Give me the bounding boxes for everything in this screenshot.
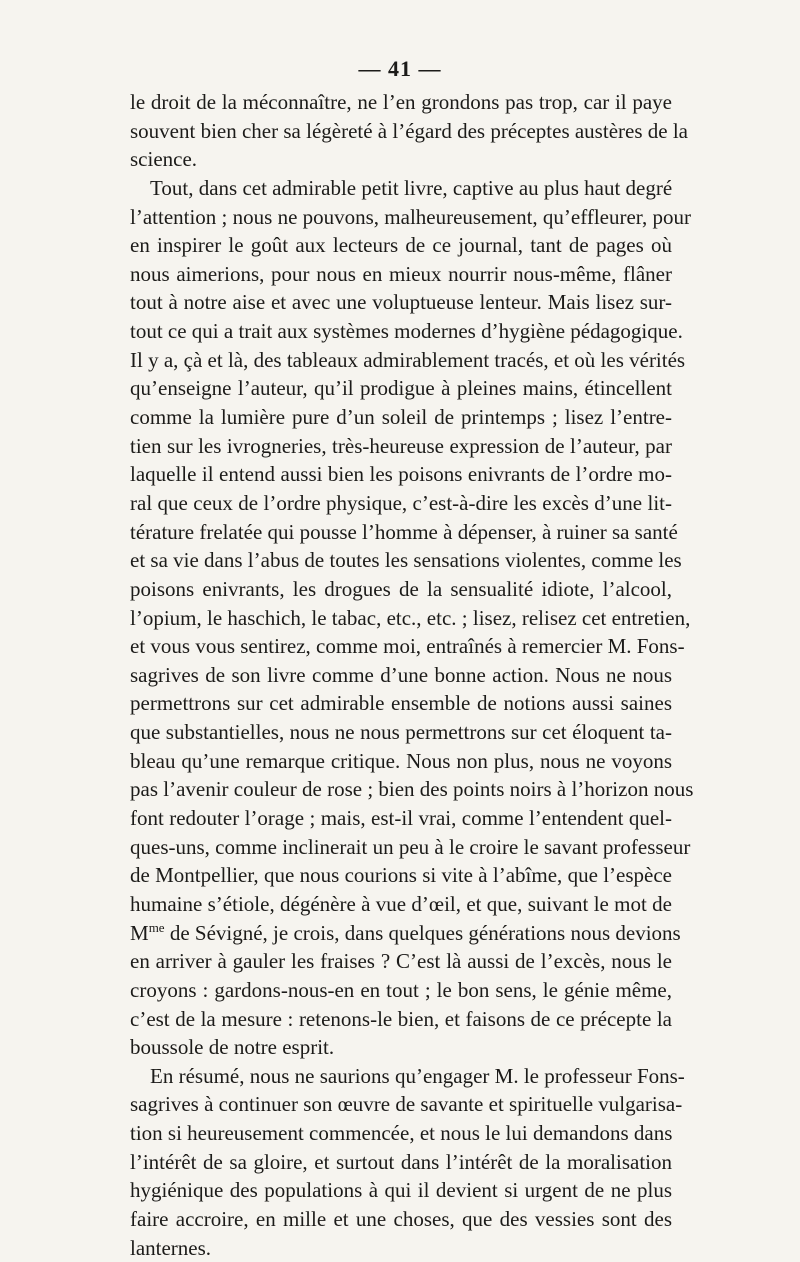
text-line: permettrons sur cet admirable ensemble de notions aussi saines xyxy=(130,691,672,716)
text-line: bleau qu’une remarque critique. Nous non plus, nous ne voyons xyxy=(130,748,672,773)
paragraph xyxy=(130,174,694,1062)
text-line: que substantielles, nous ne nous permettrons sur cet éloquent ta- xyxy=(130,720,672,745)
text-line: sagrives à continuer son œuvre de savante et spirituelle vulgarisa- xyxy=(130,1092,683,1117)
text-line: qu’enseigne l’auteur, qu’il prodigue à pleines mains, étincellent xyxy=(130,376,672,401)
text-line: En résumé, nous ne saurions qu’engager M. le professeur Fons- xyxy=(150,1063,685,1088)
text-line: laquelle il entend aussi bien les poisons enivrants de l’ordre mo- xyxy=(130,462,672,487)
text-line: $M^{me}$ de Sévigné, je crois, dans quelques générations nous devions xyxy=(130,919,681,945)
text-line: nous aimerions, pour nous en mieux nourrir nous-même, flâner xyxy=(130,261,672,286)
text-line: souvent bien cher sa légèreté à l’égard des préceptes austères de la xyxy=(130,118,688,143)
text-line: lanternes. xyxy=(130,1235,212,1260)
text-line: tien sur les ivrogneries, très-heureuse expression de l’auteur, par xyxy=(130,433,672,458)
paragraph xyxy=(130,88,688,174)
text-line: l’opium, le haschich, le tabac, etc., etc. ; lisez, relisez cet entretien, xyxy=(130,605,691,630)
text-line: science. xyxy=(130,147,198,172)
text-line: humaine s’étiole, dégénère à vue d’œil, et que, suivant le mot de xyxy=(130,891,672,916)
text-line: en arriver à gauler les fraises ? C’est là aussi de l’excès, nous le xyxy=(130,949,672,974)
page-number: — 41 — xyxy=(358,56,442,81)
text-line: tion si heureusement commencée, et nous le lui demandons dans xyxy=(130,1121,673,1146)
text-line: boussole de notre esprit. xyxy=(130,1035,335,1060)
text-line: tout à notre aise et avec une voluptueuse lenteur. Mais lisez sur- xyxy=(130,290,672,315)
text-line: pas l’avenir couleur de rose ; bien des points noirs à l’horizon nous xyxy=(130,777,694,802)
text-line: c’est de la mesure : retenons-le bien, et faisons de ce précepte la xyxy=(130,1006,672,1031)
paragraph xyxy=(130,1062,685,1262)
text-line: ral que ceux de l’ordre physique, c’est-à-dire les excès d’une lit- xyxy=(130,490,672,515)
text-line: sagrives de son livre comme d’une bonne action. Nous ne nous xyxy=(130,662,672,687)
text-line: et vous vous sentirez, comme moi, entraînés à remercier M. Fons- xyxy=(130,634,685,659)
text-line: comme la lumière pure d’un soleil de printemps ; lisez l’entre- xyxy=(130,405,672,430)
text-line: en inspirer le goût aux lecteurs de ce journal, tant de pages où xyxy=(130,233,672,258)
text-line: l’attention ; nous ne pouvons, malheureusement, qu’effleurer, pour xyxy=(130,204,691,229)
text-line: faire accroire, en mille et une choses, que des vessies sont des xyxy=(130,1206,672,1231)
text-line: font redouter l’orage ; mais, est-il vrai, comme l’entendent quel- xyxy=(130,806,672,831)
text-line: de Montpellier, que nous courions si vite à l’abîme, que l’espèce xyxy=(130,863,672,888)
text-line: térature frelatée qui pousse l’homme à dépenser, à ruiner sa santé xyxy=(130,519,678,544)
text-line: hygiénique des populations à qui il devient si urgent de ne plus xyxy=(130,1178,672,1203)
text-line: poisons enivrants, les drogues de la sensualité idiote, l’alcool, xyxy=(130,576,672,601)
text-line: Tout, dans cet admirable petit livre, captive au plus haut degré xyxy=(150,175,673,200)
text-line: l’intérêt de sa gloire, et surtout dans l’intérêt de la moralisation xyxy=(130,1149,672,1174)
body-text xyxy=(130,88,694,1262)
text-line: tout ce qui a trait aux systèmes modernes d’hygiène pédagogique. xyxy=(130,319,683,344)
text-line: ques-uns, comme inclinerait un peu à le croire le savant professeur xyxy=(130,834,691,859)
text-line: Il y a, çà et là, des tableaux admirablement tracés, et où les vérités xyxy=(130,347,686,372)
text-line: et sa vie dans l’abus de toutes les sensations violentes, comme les xyxy=(130,548,682,573)
text-line: le droit de la méconnaître, ne l’en grondons pas trop, car il paye xyxy=(130,90,672,114)
text-line: croyons : gardons-nous-en en tout ; le bon sens, le génie même, xyxy=(130,977,672,1002)
